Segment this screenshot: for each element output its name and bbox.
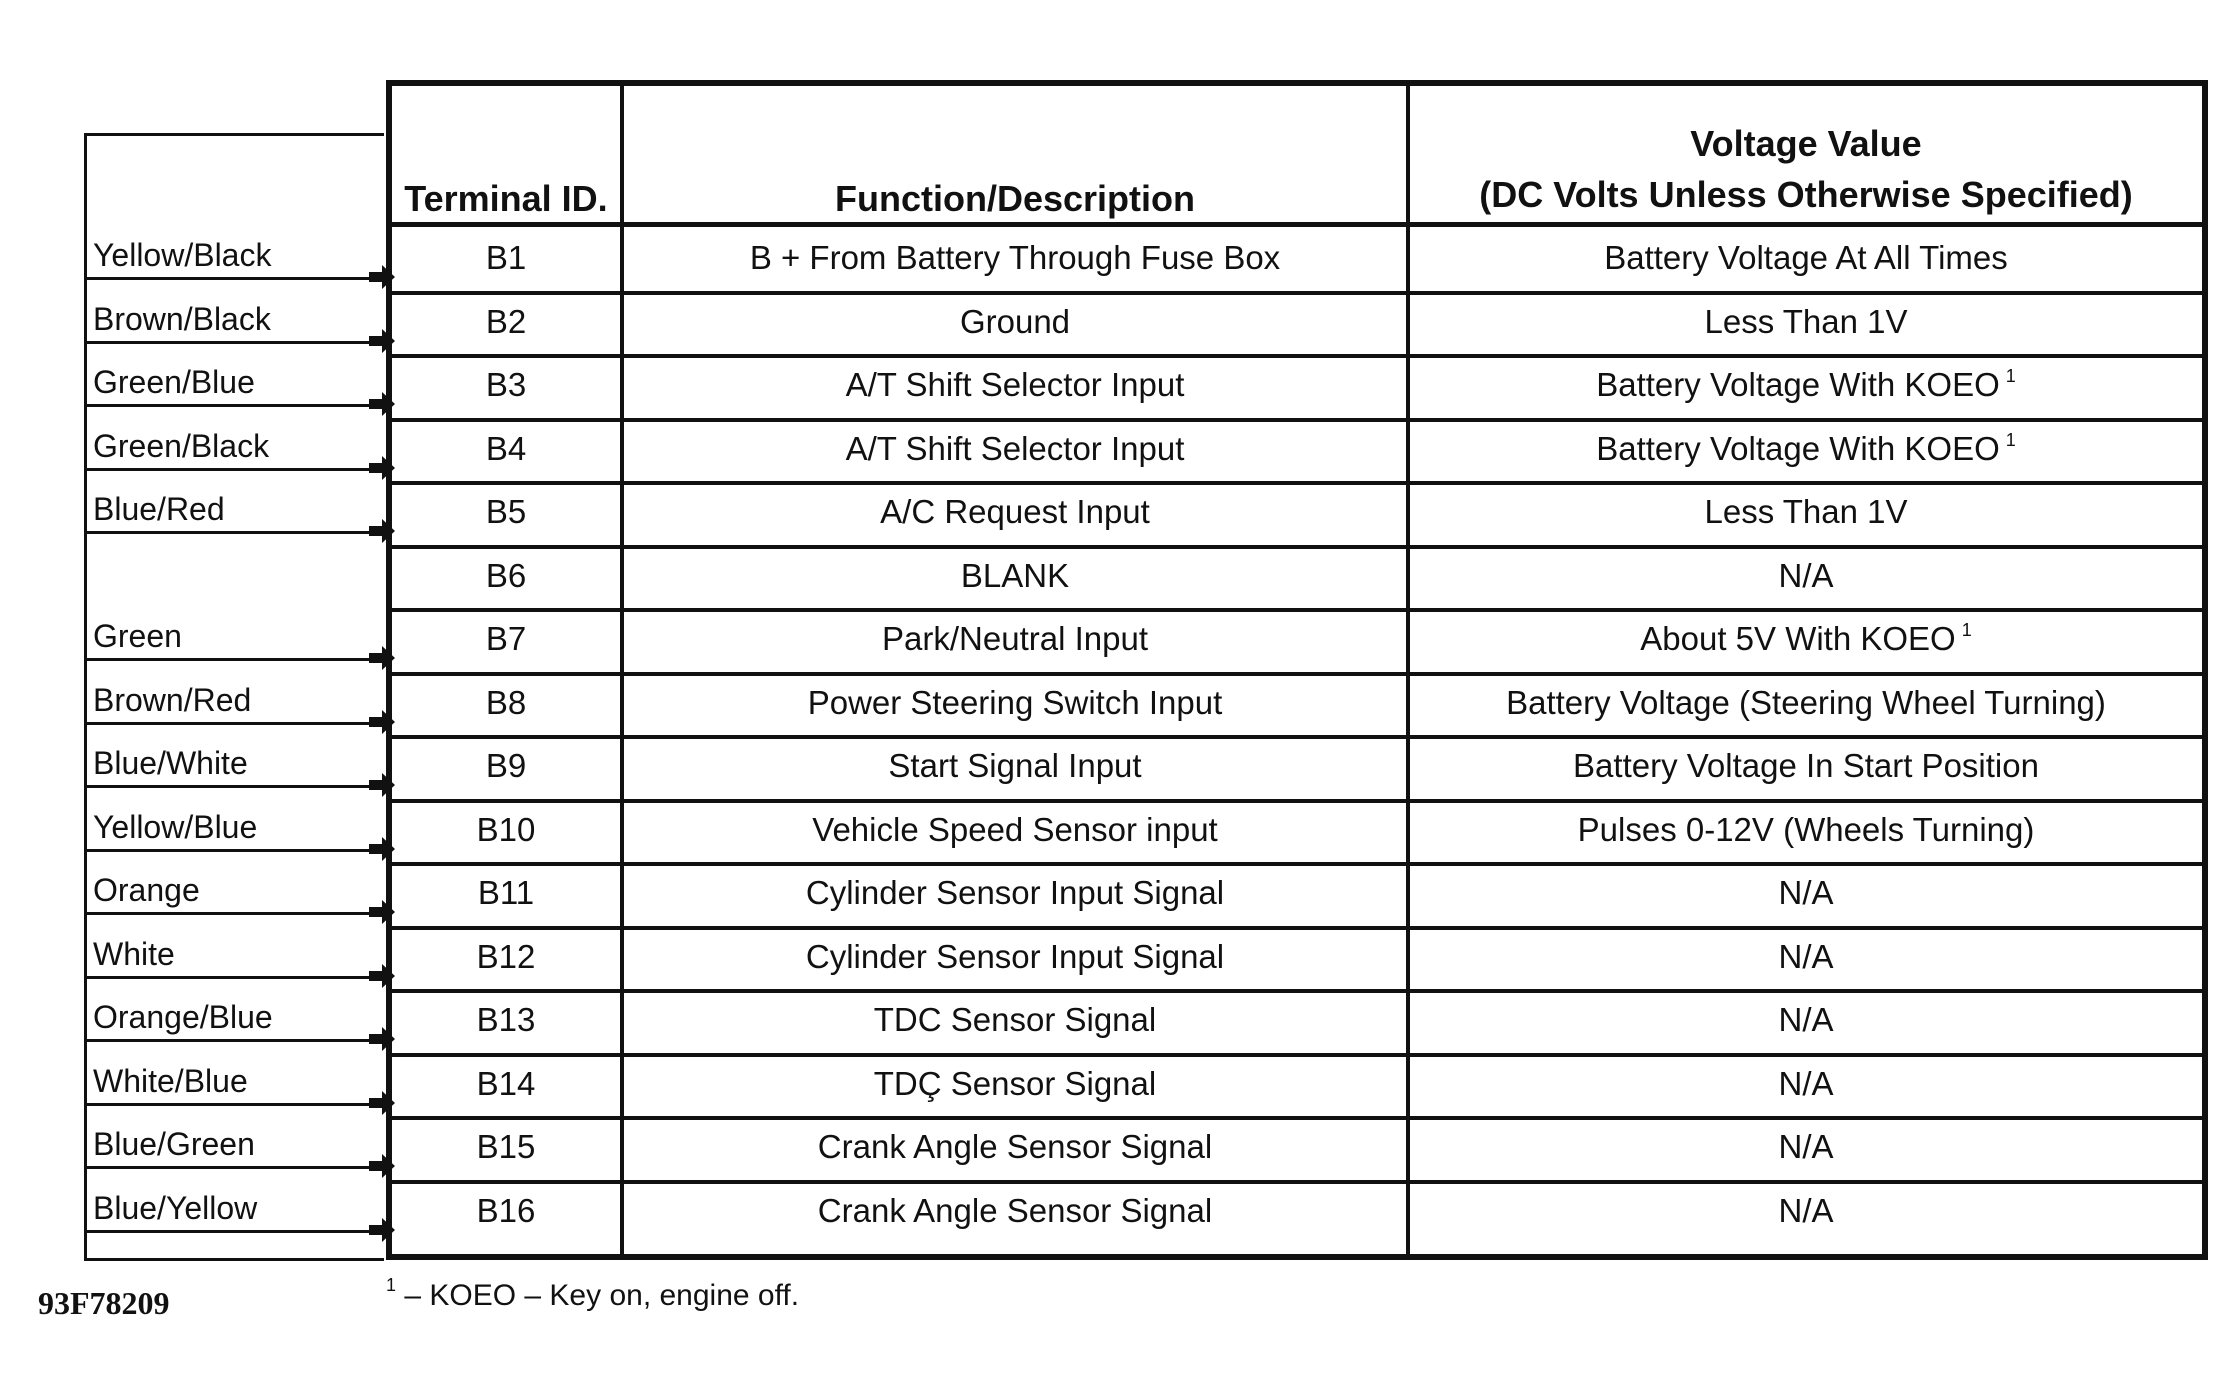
function-cell bbox=[624, 303, 1406, 341]
voltage-cell bbox=[1410, 493, 2202, 531]
function-cell-text: A/C Request Input bbox=[880, 493, 1150, 530]
wire-color-label: Blue/Red bbox=[93, 491, 225, 527]
header-voltage-line2: (DC Volts Unless Otherwise Specified) bbox=[1479, 174, 2133, 215]
table-row bbox=[392, 1180, 2202, 1244]
terminal-id-cell-text: B12 bbox=[476, 937, 536, 975]
terminal-id-cell bbox=[392, 493, 620, 531]
voltage-cell-text: Battery Voltage With KOEO bbox=[1596, 429, 2000, 467]
wire-row bbox=[87, 337, 387, 403]
terminal-id-cell bbox=[392, 620, 620, 658]
table-row bbox=[392, 799, 2202, 863]
wire-row bbox=[87, 464, 387, 530]
function-cell bbox=[624, 1192, 1406, 1230]
table-row bbox=[392, 354, 2202, 418]
table-row bbox=[392, 1116, 2202, 1180]
voltage-cell-text: N/A bbox=[1778, 1001, 1834, 1038]
terminal-id-cell bbox=[392, 366, 620, 404]
voltage-cell bbox=[1410, 684, 2202, 722]
terminal-id-cell-text: B6 bbox=[485, 556, 527, 594]
wire-row bbox=[87, 972, 387, 1038]
function-cell bbox=[624, 811, 1406, 849]
voltage-cell bbox=[1410, 874, 2202, 912]
terminal-id-cell bbox=[392, 938, 620, 976]
terminal-id-cell bbox=[392, 811, 620, 849]
wire-color-label: Blue/Green bbox=[93, 1126, 255, 1162]
terminal-id-cell-text: B2 bbox=[485, 302, 527, 340]
function-cell-text: Crank Angle Sensor Signal bbox=[817, 1128, 1213, 1165]
terminal-id-cell-text: B13 bbox=[476, 1001, 536, 1038]
wire-color-panel bbox=[84, 133, 384, 1261]
voltage-cell bbox=[1410, 430, 2202, 468]
terminal-id-cell-text: B4 bbox=[485, 429, 527, 467]
function-cell bbox=[624, 874, 1406, 912]
function-cell-text: A/T Shift Selector Input bbox=[845, 429, 1185, 467]
voltage-cell bbox=[1410, 239, 2202, 277]
wire-row bbox=[87, 718, 387, 784]
voltage-cell bbox=[1410, 1065, 2202, 1103]
footnote bbox=[386, 1275, 799, 1313]
footnote-text: – KOEO – Key on, engine off. bbox=[396, 1279, 800, 1312]
function-cell-text: Crank Angle Sensor Signal bbox=[817, 1191, 1213, 1229]
wire-color-label: Orange/Blue bbox=[93, 999, 273, 1035]
wire-row bbox=[87, 274, 387, 340]
terminal-id-cell-text: B16 bbox=[476, 1191, 536, 1229]
function-cell bbox=[624, 493, 1406, 531]
header-voltage-line1: Voltage Value bbox=[1690, 123, 1922, 164]
function-cell bbox=[624, 366, 1406, 404]
terminal-id-cell bbox=[392, 557, 620, 595]
voltage-cell-text: Battery Voltage In Start Position bbox=[1573, 747, 2039, 784]
voltage-cell-text: Battery Voltage At All Times bbox=[1604, 239, 2008, 276]
wire-color-label: Blue/White bbox=[93, 745, 248, 781]
function-cell-text: Start Signal Input bbox=[888, 747, 1142, 784]
footnote-ref: 1 bbox=[2005, 366, 2016, 386]
wire-color-label: Brown/Red bbox=[93, 681, 252, 718]
terminal-id-cell-text: B10 bbox=[476, 810, 536, 848]
wire-color-label: Green bbox=[93, 618, 182, 654]
table-row bbox=[392, 862, 2202, 926]
function-cell-text: Ground bbox=[959, 302, 1071, 340]
table-row bbox=[392, 227, 2202, 291]
function-cell-text: Power Steering Switch Input bbox=[807, 683, 1223, 721]
terminal-id-cell bbox=[392, 874, 620, 912]
wire-row bbox=[87, 909, 387, 975]
terminal-id-cell bbox=[392, 747, 620, 785]
wire-line bbox=[87, 1230, 387, 1233]
function-cell bbox=[624, 1001, 1406, 1039]
voltage-cell-text: N/A bbox=[1778, 1191, 1834, 1229]
table-row bbox=[392, 545, 2202, 609]
terminal-id-cell-text: B9 bbox=[485, 747, 527, 784]
voltage-cell bbox=[1410, 303, 2202, 341]
figure-id: 93F78209 bbox=[38, 1285, 170, 1321]
terminal-id-cell bbox=[392, 430, 620, 468]
function-cell bbox=[624, 239, 1406, 277]
footnote-ref: 1 bbox=[2005, 429, 2016, 450]
wire-color-label: Orange bbox=[93, 872, 200, 908]
terminal-id-cell bbox=[392, 239, 620, 277]
terminal-id-cell-text: B1 bbox=[485, 239, 527, 276]
voltage-cell-text: Battery Voltage With KOEO bbox=[1596, 366, 2000, 403]
wire-row bbox=[87, 1036, 387, 1102]
voltage-cell bbox=[1410, 811, 2202, 849]
wire-color-label: White bbox=[93, 935, 175, 972]
wire-row bbox=[87, 1163, 387, 1229]
terminal-id-cell bbox=[392, 303, 620, 341]
header-terminal-id: Terminal ID. bbox=[404, 178, 608, 219]
wire-row bbox=[87, 401, 387, 467]
table-row bbox=[392, 418, 2202, 482]
terminal-id-cell bbox=[392, 1128, 620, 1166]
terminal-id-cell bbox=[392, 684, 620, 722]
voltage-cell-text: About 5V With KOEO bbox=[1640, 620, 1956, 657]
function-cell bbox=[624, 430, 1406, 468]
function-cell-text: TDÇ Sensor Signal bbox=[873, 1064, 1157, 1102]
terminal-id-cell-text: B11 bbox=[477, 874, 535, 911]
voltage-cell-text: Less Than 1V bbox=[1704, 493, 1908, 530]
header-function: Function/Description bbox=[835, 178, 1195, 219]
footnote-ref: 1 bbox=[1961, 620, 1972, 640]
function-cell-text: A/T Shift Selector Input bbox=[845, 366, 1185, 403]
terminal-id-cell bbox=[392, 1065, 620, 1103]
wire-color-label: Yellow/Blue bbox=[93, 808, 258, 845]
terminal-id-cell-text: B14 bbox=[476, 1064, 536, 1102]
wire-row bbox=[87, 210, 387, 276]
voltage-cell-text: N/A bbox=[1778, 937, 1834, 975]
function-cell bbox=[624, 1065, 1406, 1103]
voltage-cell-text: N/A bbox=[1778, 556, 1834, 594]
wire-line bbox=[87, 531, 387, 534]
voltage-cell-text: Pulses 0-12V (Wheels Turning) bbox=[1577, 810, 2035, 848]
table-row bbox=[392, 291, 2202, 355]
voltage-cell bbox=[1410, 366, 2202, 404]
voltage-cell-text: N/A bbox=[1778, 1064, 1834, 1102]
wire-color-label: Green/Black bbox=[93, 427, 270, 464]
function-cell bbox=[624, 557, 1406, 595]
wire-row bbox=[87, 845, 387, 911]
voltage-cell bbox=[1410, 1192, 2202, 1230]
wire-color-label: White/Blue bbox=[93, 1062, 248, 1099]
wire-color-label: Blue/Yellow bbox=[93, 1189, 258, 1226]
function-cell bbox=[624, 684, 1406, 722]
function-cell-text: Park/Neutral Input bbox=[882, 620, 1148, 657]
voltage-cell-text: Less Than 1V bbox=[1704, 302, 1908, 340]
function-cell-text: Cylinder Sensor Input Signal bbox=[805, 874, 1225, 911]
wire-row bbox=[87, 591, 387, 657]
voltage-cell-text: N/A bbox=[1778, 874, 1834, 911]
wire-color-label: Yellow/Black bbox=[93, 237, 272, 273]
table-row bbox=[392, 735, 2202, 799]
voltage-cell-text: N/A bbox=[1778, 1128, 1834, 1165]
wire-row bbox=[87, 782, 387, 848]
function-cell bbox=[624, 1128, 1406, 1166]
table-row bbox=[392, 481, 2202, 545]
terminal-id-cell-text: B7 bbox=[485, 620, 527, 657]
terminal-id-cell-text: B15 bbox=[476, 1128, 536, 1165]
voltage-cell bbox=[1410, 1128, 2202, 1166]
voltage-cell bbox=[1410, 620, 2202, 658]
wire-row bbox=[87, 1099, 387, 1165]
table-row bbox=[392, 608, 2202, 672]
terminal-id-cell-text: B3 bbox=[485, 366, 527, 403]
function-cell bbox=[624, 938, 1406, 976]
voltage-cell bbox=[1410, 1001, 2202, 1039]
terminal-id-cell-text: B8 bbox=[485, 683, 527, 721]
terminal-id-cell bbox=[392, 1192, 620, 1230]
function-cell-text: BLANK bbox=[960, 556, 1070, 594]
terminal-id-cell-text: B5 bbox=[485, 493, 527, 530]
terminal-table bbox=[386, 80, 2208, 1260]
voltage-cell bbox=[1410, 747, 2202, 785]
table-row bbox=[392, 1053, 2202, 1117]
function-cell-text: TDC Sensor Signal bbox=[873, 1001, 1157, 1038]
function-cell bbox=[624, 620, 1406, 658]
voltage-cell-text: Battery Voltage (Steering Wheel Turning) bbox=[1506, 683, 2106, 721]
footnote-marker: 1 bbox=[386, 1275, 397, 1295]
function-cell-text: Vehicle Speed Sensor input bbox=[812, 810, 1218, 848]
terminal-id-cell bbox=[392, 1001, 620, 1039]
voltage-cell bbox=[1410, 938, 2202, 976]
table-row bbox=[392, 926, 2202, 990]
table-row bbox=[392, 672, 2202, 736]
voltage-cell bbox=[1410, 557, 2202, 595]
wire-color-label: Brown/Black bbox=[93, 300, 271, 337]
wire-row bbox=[87, 655, 387, 721]
table-row bbox=[392, 989, 2202, 1053]
function-cell bbox=[624, 747, 1406, 785]
function-cell-text: B + From Battery Through Fuse Box bbox=[749, 239, 1281, 276]
wire-color-label: Green/Blue bbox=[93, 364, 255, 400]
function-cell-text: Cylinder Sensor Input Signal bbox=[805, 937, 1225, 975]
